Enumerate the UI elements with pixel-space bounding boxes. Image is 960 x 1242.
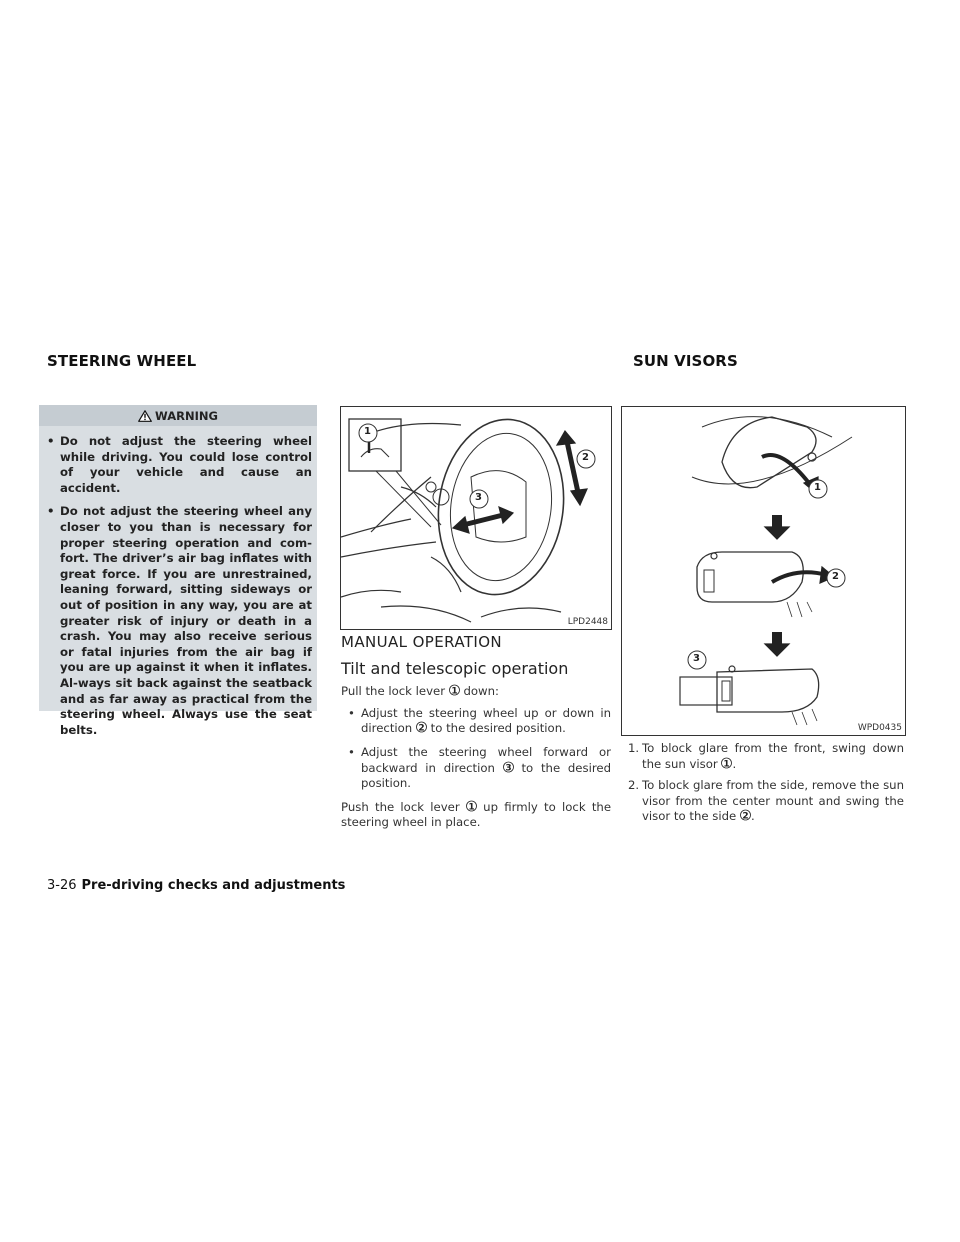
figure-code: LPD2448: [567, 617, 608, 627]
callout-1: 1: [814, 482, 821, 493]
warning-item: • Do not adjust the steering wheel while driving. You could lose control of your vehicle and cause an accident.: [47, 434, 312, 496]
tilt-telescopic-heading: Tilt and telescopic operation: [341, 658, 569, 678]
callout-2: 2: [832, 571, 839, 582]
callout-3: 3: [693, 653, 700, 664]
text: to the desired position.: [430, 721, 566, 736]
callout-3: 3: [475, 492, 482, 503]
callout-1-icon: [466, 800, 477, 812]
step-number: 1.: [628, 741, 640, 755]
bullet-item: • Adjust the steering wheel up or down in direction 2 to the desired position.: [348, 705, 611, 736]
callout-3-icon: [503, 761, 514, 773]
text: Adjust the steering wheel up or down in direction: [361, 705, 611, 736]
svg-text:2: 2: [742, 811, 749, 822]
step-item: [622, 741, 904, 772]
text: Push the lock lever: [341, 799, 460, 814]
sun-visor-illustration: [622, 407, 905, 735]
step-number: 2.: [628, 778, 640, 793]
steering-wheel-title: STEERING WHEEL: [47, 352, 197, 370]
intro-paragraph: [341, 684, 611, 700]
callout-1: 1: [364, 426, 371, 437]
warning-item: • Do not adjust the steering wheel any closer to you than is necessary for proper steering operation and com-fort. The driver’s air bag inflates with great force. If you are unrestrained, leaning forward, sitting sideways or out of position in any way, you are at greater risk of injury or death in a crash. You may also receive serious or fatal injuries from the air bag if you are up against it when it inflates. Al-ways sit back against the seatback and as far away as practical from the steering wheel. Always use the seat belts.: [47, 504, 312, 738]
svg-text:3: 3: [505, 762, 512, 773]
svg-text:2: 2: [418, 723, 425, 734]
text: Pull the lock lever: [341, 684, 446, 699]
text: Adjust the steering wheel forward or backward in direction: [361, 744, 611, 775]
steering-wheel-figure: [340, 406, 612, 630]
svg-text:1: 1: [723, 758, 731, 769]
svg-text:1: 1: [451, 686, 458, 697]
page-number: 3-26: [47, 878, 77, 893]
warning-header: [39, 405, 317, 426]
warning-heading: WARNING: [155, 408, 218, 423]
text: .: [750, 809, 755, 824]
warning-icon: [138, 410, 152, 422]
text: To block glare from the front, swing down the sun visor: [642, 741, 904, 771]
callout-1-icon: [449, 684, 460, 696]
page-footer: [47, 878, 345, 893]
callout-2: 2: [582, 452, 589, 463]
text: down:: [463, 684, 499, 699]
callout-2-icon: [416, 721, 427, 733]
chapter-title: Pre-driving checks and adjustments: [81, 878, 346, 893]
warning-box: [39, 405, 317, 737]
steering-wheel-illustration: [341, 407, 611, 629]
text: .: [732, 756, 737, 771]
manual-operation-section: [341, 635, 611, 837]
warning-list: [39, 426, 317, 738]
figure-code: WPD0435: [857, 723, 902, 733]
bullet-item: • Adjust the steering wheel forward or backward in direction 3 to the desired position.: [348, 744, 611, 791]
svg-text:1: 1: [468, 802, 475, 812]
text: To block glare from the side, remove the sun visor from the center mount and swing the visor to the side: [642, 778, 904, 824]
sun-visor-steps: [622, 741, 904, 831]
outro-paragraph: [341, 800, 611, 831]
callout-2-icon: [740, 809, 751, 821]
step-item: [622, 778, 904, 825]
sun-visor-figure: [621, 406, 906, 736]
callout-1-icon: [721, 757, 732, 769]
text: up firmly to lock the steering wheel in place.: [341, 799, 612, 830]
sun-visors-title: SUN VISORS: [633, 352, 738, 370]
manual-operation-heading: MANUAL OPERATION: [341, 633, 503, 651]
text: to the desired position.: [361, 760, 611, 791]
